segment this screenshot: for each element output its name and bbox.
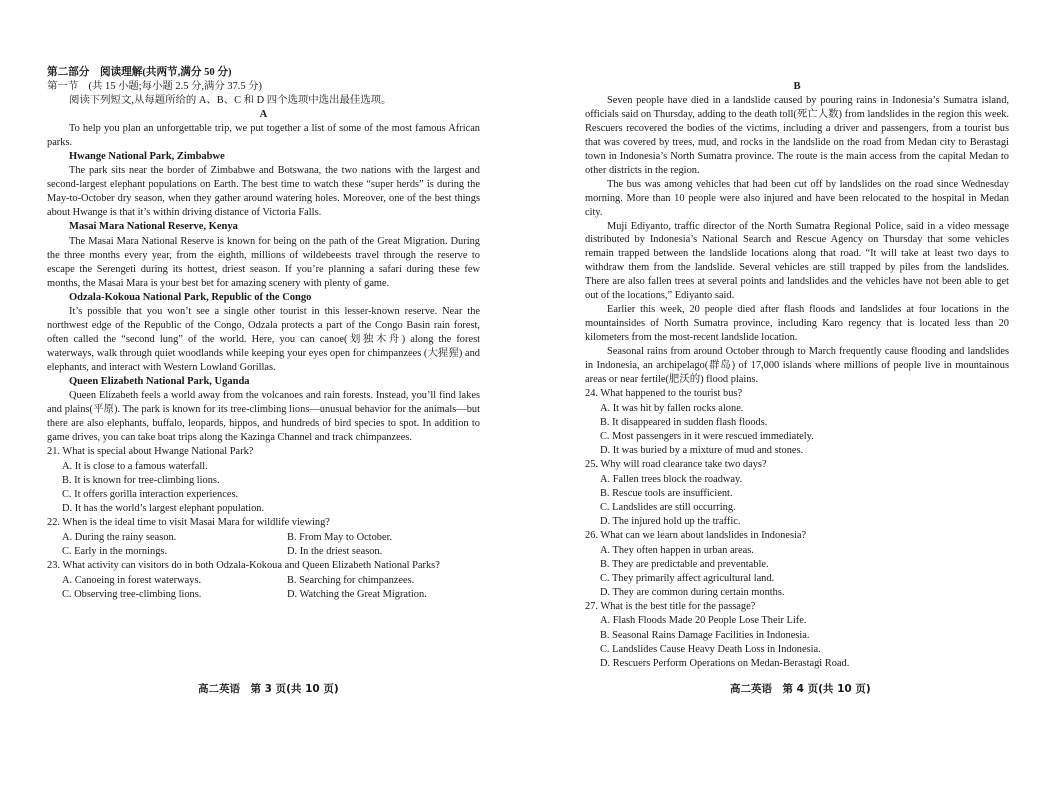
option-d[interactable]: D. It has the world’s largest elephant population. [62, 503, 265, 515]
left-page [47, 66, 480, 602]
option-a[interactable]: A. During the rainy season. [62, 531, 177, 543]
passage-paragraph: The bus was among vehicles that had been cut off by landslides on the road since Wednesday morning. More than 10 people were also injured and have been relocated to the hospital in Medan city. [585, 178, 1009, 218]
option-b[interactable]: B. From May to October. [287, 531, 393, 543]
option-c[interactable]: C. Most passengers in it were rescued immediately. [600, 430, 814, 442]
question-stem: 26. What can we learn about landslides in Indonesia? [585, 529, 807, 541]
question-stem: 25. Why will road clearance take two days? [585, 458, 767, 470]
question-stem: 24. What happened to the tourist bus? [585, 387, 743, 399]
option-row [47, 545, 480, 559]
passage-paragraph: Seven people have died in a landslide caused by pouring rains in Indonesia’s Sumatra island, officials said on Thursday, adding to the death toll(死亡人数) from landslides in the region this week. Rescuers recovered the bodies of the victims, including a driver and passengers, from a tourist bus that was covered by trees, mud, and rocks in the landslide on the road from Medan city to Berastagi town in Indonesia’s North Sumatra province. The route is the main access from the capital Medan to other districts in the region. [585, 94, 1009, 176]
passage-paragraph: Earlier this week, 20 people died after flash floods and landslides at four locations in the mountainsides of North Sumatra province, including Karo regency that is located less than 20 kilometers from the most-recent landslide location. [585, 304, 1009, 344]
option-c[interactable]: C. Early in the mornings. [62, 545, 168, 557]
option-a[interactable]: A. It was hit by fallen rocks alone. [600, 402, 744, 414]
option-b[interactable]: B. Seasonal Rains Damage Facilities in Indonesia. [600, 629, 810, 641]
part-title: 第二部分 阅读理解(共两节,满分 50 分) [47, 67, 232, 78]
option-c[interactable]: C. Landslides are still occurring. [600, 501, 736, 513]
option-d[interactable]: D. The injured hold up the traffic. [600, 515, 741, 527]
passage-label-a: A [259, 108, 268, 120]
option-d[interactable]: D. They are common during certain months. [600, 586, 785, 598]
page-footer-right: 高二英语 第 4 页(共 10 页) [730, 683, 871, 695]
option-row [47, 588, 480, 602]
park-paragraph: The Masai Mara National Reserve is known for being on the path of the Great Migration. During the three months every year, from the eighth, millions of wildebeests travel through the reserve to escape the Serengeti during its hottest, driest season. If you’re planning a safari during these few months, the Masai Mara is your best bet for amazing scenery with plenty of game. [47, 235, 480, 289]
park-paragraph: It’s possible that you won’t see a single other tourist in this lesser-known reserve. Near the northwest edge of the Republic of the Congo, Odzala protects a part of the Congo Basin rain forest, often called the “second lung” of the world. Here, you can canoe(划独木舟) along the forest waterways, walk through quiet woodlands while keeping your eyes open for chimpanzees (大猩猩) and elephants, and interact with Western Lowland Gorillas. [47, 306, 480, 373]
option-c[interactable]: C. They primarily affect agricultural land. [600, 572, 775, 584]
option-c[interactable]: C. It offers gorilla interaction experiences. [62, 489, 239, 501]
question-stem: 21. What is special about Hwange National Park? [47, 446, 254, 458]
option-b[interactable]: B. Rescue tools are insufficient. [600, 487, 733, 499]
option-a[interactable]: A. Flash Floods Made 20 People Lose Their Life. [600, 615, 807, 627]
option-d[interactable]: D. In the driest season. [287, 545, 383, 557]
option-d[interactable]: D. Watching the Great Migration. [287, 588, 427, 600]
option-row [47, 574, 480, 588]
park-title: Queen Elizabeth National Park, Uganda [69, 375, 250, 387]
option-a[interactable]: A. They often happen in urban areas. [600, 544, 754, 556]
option-c[interactable]: C. Observing tree-climbing lions. [62, 588, 202, 600]
option-row [47, 531, 480, 545]
option-b[interactable]: B. It disappeared in sudden flash floods. [600, 416, 768, 428]
option-b[interactable]: B. It is known for tree-climbing lions. [62, 474, 220, 486]
option-a[interactable]: A. Canoeing in forest waterways. [62, 574, 202, 586]
park-title: Masai Mara National Reserve, Kenya [69, 221, 238, 233]
section-title: 第一节 (共 15 小题;每小题 2.5 分,满分 37.5 分) [47, 80, 263, 92]
option-a[interactable]: A. It is close to a famous waterfall. [62, 460, 208, 472]
option-b[interactable]: B. Searching for chimpanzees. [287, 574, 415, 586]
passage-paragraph: Muji Ediyanto, traffic director of the North Sumatra Regional Police, said in a video message distributed by Indonesia’s National Search and Rescue Agency on Thursday that some vehicles remain trapped between the landslide locations along that road. “It will take at least two days to withdraw them from the landslide. Several vehicles are still trapped by piles from the landslides. There are also fallen trees at several points and landslides and the vehicles have not been able to get out of the locations,” Ediyanto said. [585, 220, 1009, 302]
option-b[interactable]: B. They are predictable and preventable. [600, 558, 769, 570]
park-title: Hwange National Park, Zimbabwe [69, 150, 225, 162]
option-d[interactable]: D. Rescuers Perform Operations on Medan-Berastagi Road. [600, 657, 850, 669]
right-page [585, 80, 1009, 671]
park-paragraph: Queen Elizabeth feels a world away from the volcanoes and rain forests. Instead, you’ll find lakes and plains(平原). The park is known for its tree-climbing lions—unusual behavior for the animals—but there are also elephants, buffalo, leopards, hippos, and hundreds of bird species to spot. In addition to game drives, you can take boat trips along the Kazinga Channel and track chimpanzees. [47, 390, 480, 444]
passage-intro: To help you plan an unforgettable trip, we put together a list of some of the most famous African parks. [47, 122, 480, 148]
passage-label-b: B [793, 81, 801, 92]
passage-paragraph: Seasonal rains from around October through to March frequently cause flooding and landslides in Indonesia, an archipelago(群岛) of 17,000 islands where millions of people live in mountainous areas or near fertile(肥沃的) flood plains. [585, 346, 1009, 386]
option-a[interactable]: A. Fallen trees block the roadway. [600, 473, 743, 485]
instruction: 阅读下列短文,从每题所给的 A、B、C 和 D 四个选项中选出最佳选项。 [69, 94, 392, 106]
question-stem: 22. When is the ideal time to visit Masai Mara for wildlife viewing? [47, 517, 330, 529]
option-d[interactable]: D. It was buried by a mixture of mud and stones. [600, 444, 804, 456]
page-footer-left: 高二英语 第 3 页(共 10 页) [198, 683, 339, 695]
option-c[interactable]: C. Landslides Cause Heavy Death Loss in Indonesia. [600, 643, 821, 655]
park-paragraph: The park sits near the border of Zimbabwe and Botswana, the two nations with the largest and second-largest elephant populations on Earth. The best time to watch these “super herds” is during the May-to-October dry season, when they gather around watering holes. Moreover, one of the best things about Hwange is that it’s within driving distance of Victoria Falls. [47, 165, 480, 219]
question-stem: 23. What activity can visitors do in both Odzala-Kokoua and Queen Elizabeth National Parks? [47, 560, 440, 572]
park-title: Odzala-Kokoua National Park, Republic of the Congo [69, 291, 312, 303]
question-stem: 27. What is the best title for the passage? [585, 600, 756, 612]
